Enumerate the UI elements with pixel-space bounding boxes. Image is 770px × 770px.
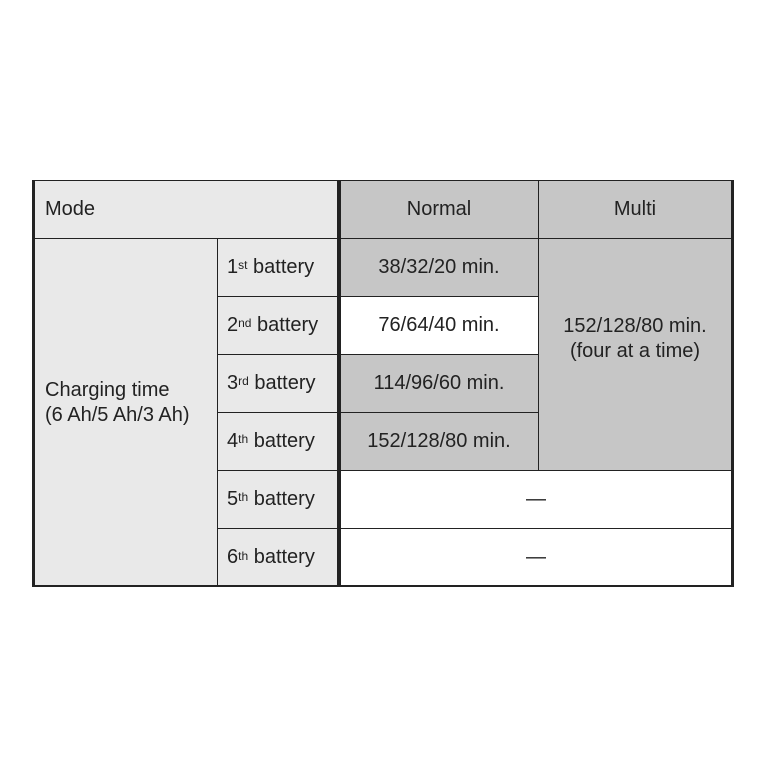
grid-line-bottom	[35, 585, 732, 587]
grid-line	[217, 528, 732, 529]
normal-value-2	[340, 296, 538, 354]
battery-word: battery	[248, 371, 316, 394]
multi-header	[538, 180, 732, 238]
battery-word: battery	[248, 487, 315, 510]
battery-word: battery	[251, 313, 319, 336]
grid-line-header-bottom	[35, 238, 732, 239]
grid-line	[217, 412, 538, 413]
border-right	[731, 180, 734, 587]
normal-value-text: 38/32/20 min.	[378, 255, 500, 278]
multi-value-line2: (four at a time)	[569, 340, 701, 362]
battery-word: battery	[247, 255, 315, 278]
normal-value-text: 114/96/60 min.	[373, 371, 505, 394]
charging-time-label	[35, 238, 217, 587]
multi-header-text: Multi	[613, 197, 657, 220]
charging-time-line1: Charging time	[45, 378, 170, 401]
battery-num: 3	[227, 371, 239, 394]
charging-time-line2: (6 Ah/5 Ah/3 Ah)	[45, 403, 190, 426]
battery-label-3: 3 $^{rd}$ battery	[217, 354, 340, 412]
battery-label-2: 2 $^{nd}$ battery	[217, 296, 340, 354]
battery-word: battery	[248, 429, 315, 452]
border-left	[32, 180, 35, 587]
normal-value-text: 76/64/40 min.	[378, 313, 500, 336]
normal-value-1	[340, 238, 538, 296]
thick-divider	[337, 180, 341, 587]
dash-text: —	[526, 487, 546, 510]
battery-num: 4	[227, 429, 239, 452]
multi-value-line1: 152/128/80 min.	[563, 315, 707, 337]
battery-label-4: 4 $^{th}$ battery	[217, 412, 340, 470]
battery-num: 6	[227, 546, 239, 568]
dash-cell-6	[340, 528, 732, 587]
charging-time-table	[35, 180, 732, 587]
normal-value-4	[340, 412, 538, 470]
battery-word: battery	[248, 546, 315, 568]
grid-line	[217, 354, 538, 355]
multi-value	[538, 238, 732, 470]
battery-label-1: 1 $^{st}$ battery	[217, 238, 340, 296]
battery-num: 5	[227, 487, 239, 510]
normal-header	[340, 180, 538, 238]
normal-value-3	[340, 354, 538, 412]
grid-line-top	[35, 180, 732, 181]
grid-line	[217, 470, 732, 471]
mode-header	[35, 180, 340, 238]
normal-header-text: Normal	[406, 197, 472, 220]
battery-num: 1	[227, 255, 239, 278]
dash-cell-5	[340, 470, 732, 528]
dash-text: —	[526, 546, 546, 568]
battery-label-6: 6 $^{th}$ battery	[217, 528, 340, 587]
normal-value-text: 152/128/80 min.	[367, 429, 511, 452]
grid-line-v	[217, 238, 218, 587]
battery-label-5: 5 $^{th}$ battery	[217, 470, 340, 528]
grid-line	[217, 296, 538, 297]
grid-line-v	[538, 180, 539, 470]
battery-num: 2	[227, 313, 239, 336]
mode-header-text: Mode	[45, 197, 96, 220]
